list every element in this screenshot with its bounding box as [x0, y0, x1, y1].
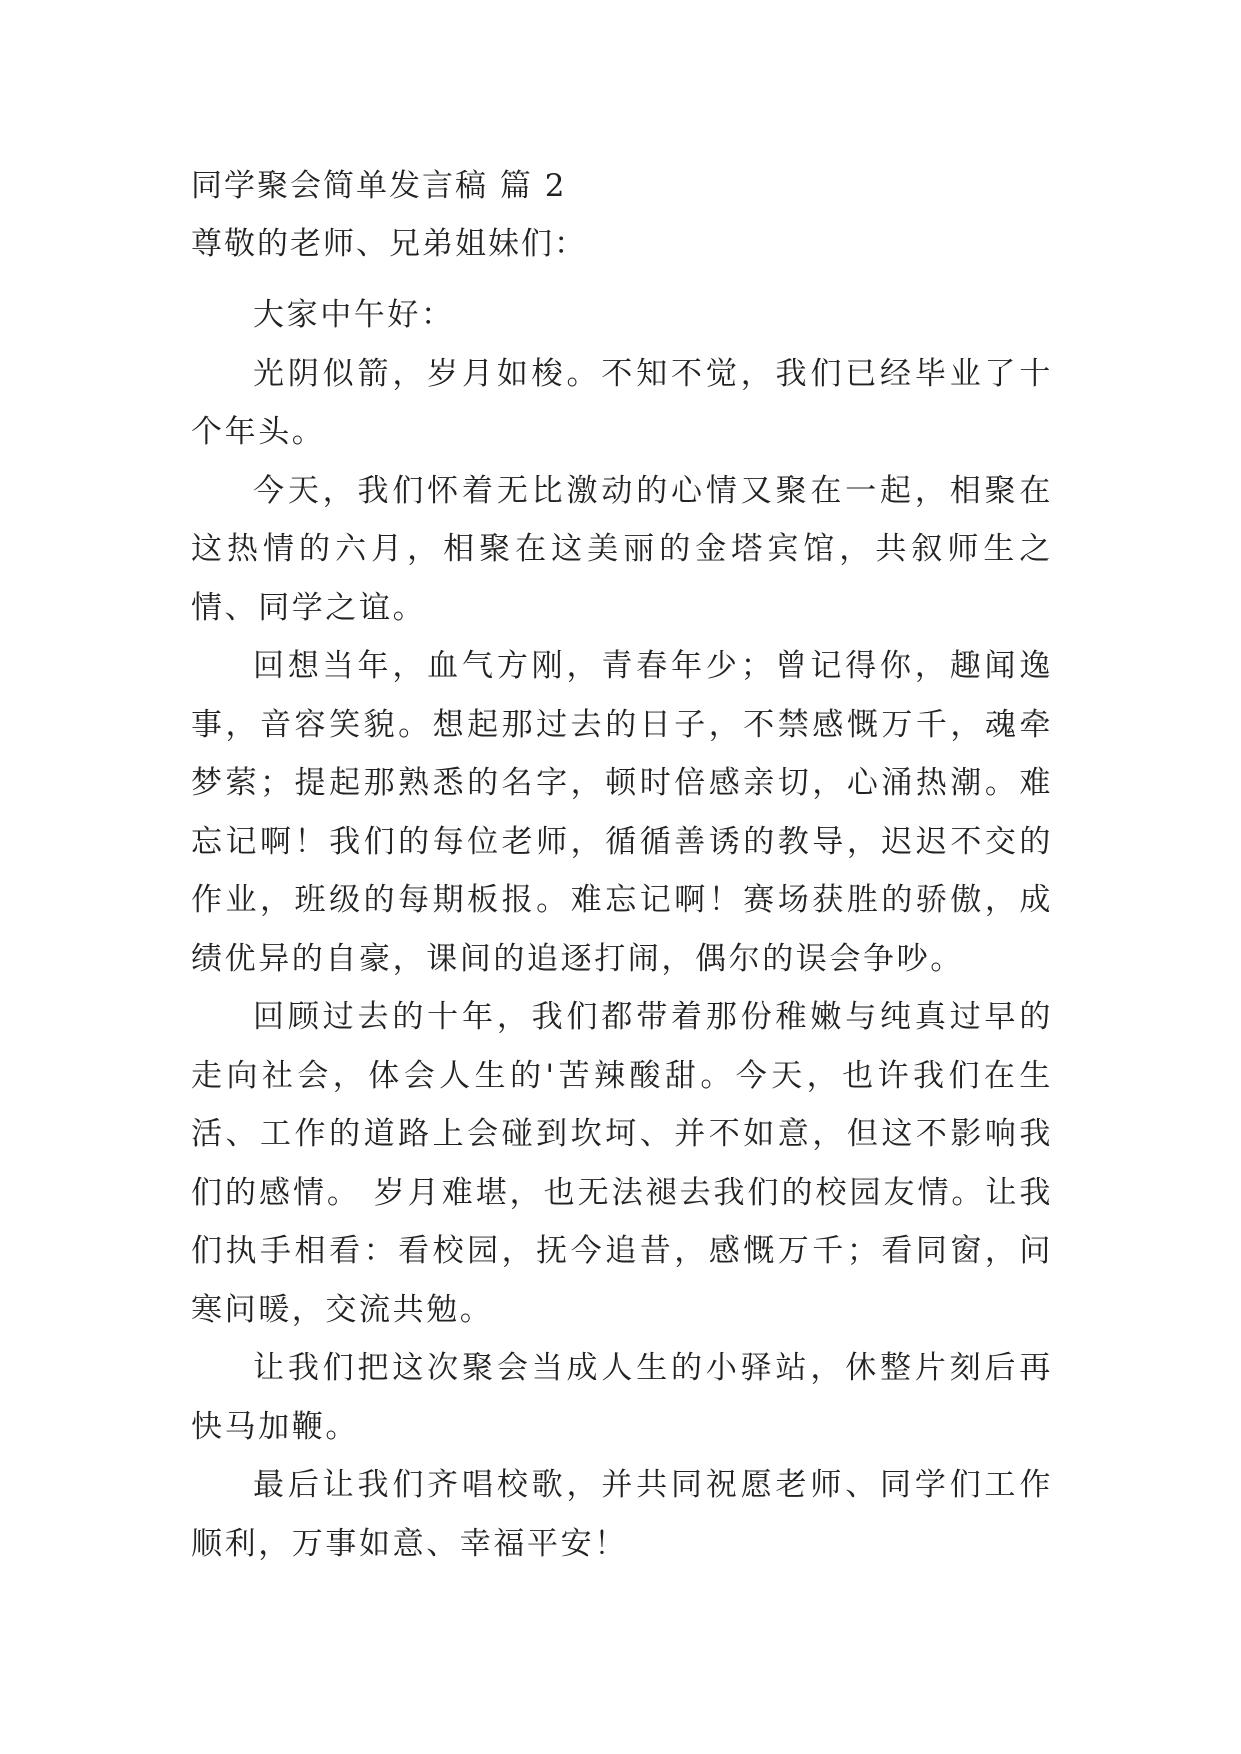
paragraph: 回顾过去的十年，我们都带着那份稚嫩与纯真过早的走向社会，体会人生的'苦辣酸甜。今天，也许我们在生活、工作的道路上会碰到坎坷、并不如意，但这不影响我们的感情。 岁月难堪，也无法褪去我们的校园友情。让我们执手相看：看校园，抚今追昔，感慨万千；看同窗，问寒问暖，交流共勉。: [191, 999, 1053, 1328]
paragraph: 光阴似箭，岁月如梭。不知不觉，我们已经毕业了十个年头。: [191, 355, 1053, 450]
paragraph: 回想当年，血气方刚，青春年少；曾记得你，趣闻逸事，音容笑貌。想起那过去的日子，不禁感慨万千，魂牵梦萦；提起那熟悉的名字，顿时倍感亲切，心涌热潮。难忘记啊！我们的每位老师，循循善诱的教导，迟迟不交的作业，班级的每期板报。难忘记啊！赛场获胜的骄傲，成绩优异的自豪，课间的追逐打闹，偶尔的误会争吵。: [191, 648, 1053, 977]
speech-body: [191, 286, 1053, 1573]
paragraph-closing: 最后让我们齐唱校歌，并共同祝愿老师、同学们工作顺利，万事如意、幸福平安！: [191, 1467, 1053, 1562]
paragraph: 今天，我们怀着无比激动的心情又聚在一起，相聚在这热情的六月，相聚在这美丽的金塔宾馆，共叙师生之情、同学之谊。: [191, 472, 1053, 626]
paragraph: 让我们把这次聚会当成人生的小驿站，休整片刻后再快马加鞭。: [191, 1350, 1053, 1445]
salutation: 尊敬的老师、兄弟姐妹们：: [191, 226, 587, 262]
paragraph-greeting: 大家中午好：: [253, 297, 455, 333]
document-title: 同学聚会简单发言稿 篇 2: [191, 168, 567, 204]
